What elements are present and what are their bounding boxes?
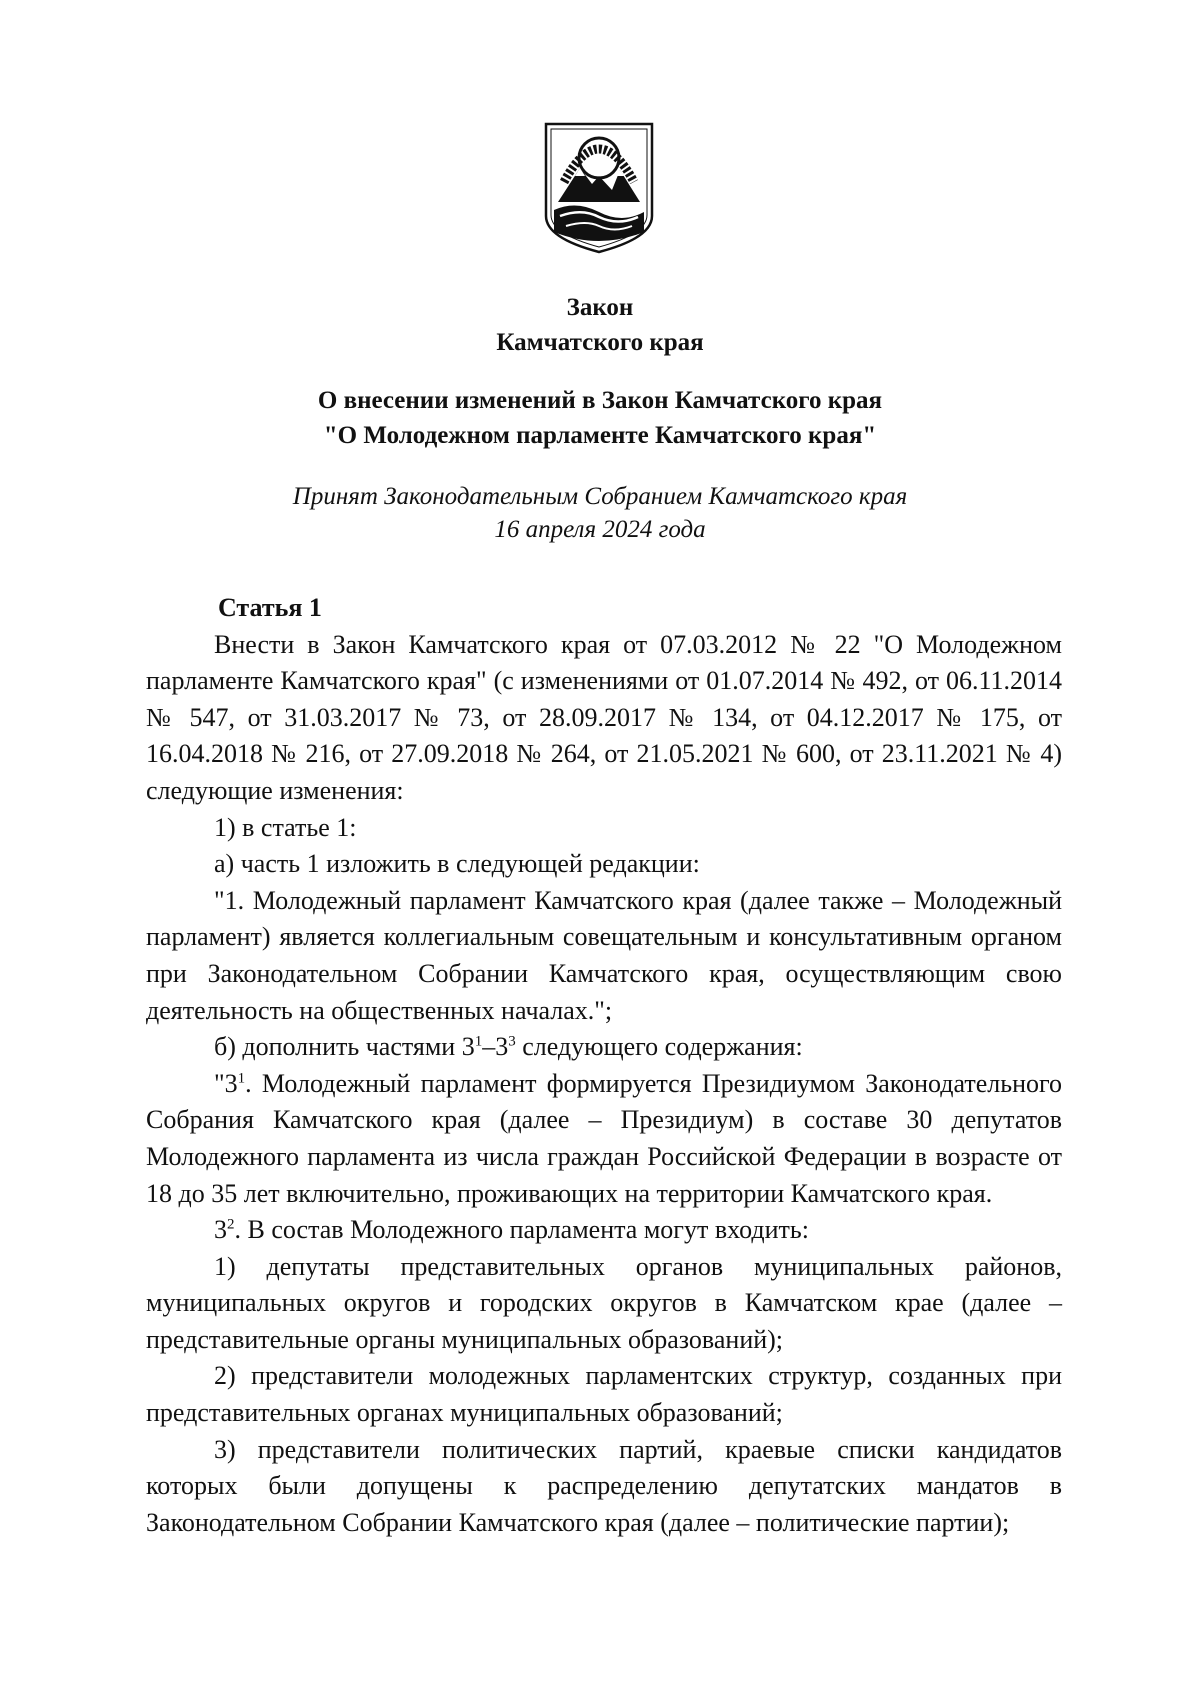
law-title-line: Камчатского края xyxy=(496,329,704,356)
law-title-line: Закон xyxy=(566,294,634,321)
text-run: б) дополнить частями 3 xyxy=(214,1032,475,1062)
text-run: –3 xyxy=(482,1032,509,1062)
coat-of-arms-icon xyxy=(542,120,656,256)
paragraph xyxy=(146,1029,1062,1066)
text-run: . Молодежный парламент формируется Президиумом Законодательного Собрания Камчатского края (далее – Президиум) в составе 30 депутатов Молодежного парламента из числа граждан Российской Федерации в возрасте от 18 до 35 лет включительно, проживающих на территории Камчатского края. xyxy=(146,1068,1062,1208)
text-run: . В состав Молодежного парламента могут входить: xyxy=(234,1215,809,1245)
law-subject xyxy=(0,383,1200,453)
adoption-note xyxy=(0,480,1200,546)
superscript: 2 xyxy=(227,1216,235,1233)
text-run: следующего содержания: xyxy=(515,1032,803,1062)
law-title xyxy=(0,290,1200,360)
document-body xyxy=(146,590,1062,1541)
adoption-date: 16 апреля 2024 года xyxy=(494,516,706,543)
text-run: 3 xyxy=(214,1215,227,1245)
article-heading: Статья 1 xyxy=(218,593,322,622)
superscript: 1 xyxy=(237,1070,246,1087)
paragraph: 1) депутаты представительных органов муниципальных районов, муниципальных округов и городских округов в Камчатском крае (далее – представительные органы муниципальных образований); xyxy=(146,1251,1062,1354)
paragraph: "1. Молодежный парламент Камчатского края (далее также – Молодежный парламент) является коллегиальным совещательным и консультативным органом при Законодательном Собрании Камчатского края, осуществляющим свою деятельность на общественных началах."; xyxy=(146,885,1062,1025)
adoption-note-line: Принят Законодательным Собранием Камчатского края xyxy=(292,483,908,510)
paragraph: Внести в Закон Камчатского края от 07.03.2012 № 22 "О Молодежном парламенте Камчатского края" (с изменениями от 01.07.2014 № 492, от 06.11.2014 № 547, от 31.03.2017 № 73, от 28.09.2017 № 134, от 04.12.2017 № 175, от 16.04.2018 № 216, от 27.09.2018 № 264, от 21.05.2021 № 600, от 23.11.2021 № 4) следующие изменения: xyxy=(146,629,1062,805)
paragraph xyxy=(146,1066,1062,1212)
text-run: "3 xyxy=(214,1068,238,1098)
paragraph xyxy=(146,1212,1062,1249)
superscript: 1 xyxy=(474,1033,483,1050)
paragraph: 1) в статье 1: xyxy=(214,812,357,842)
law-subject-line: "О Молодежном парламенте Камчатского края" xyxy=(323,422,877,449)
law-subject-line: О внесении изменений в Закон Камчатского края xyxy=(317,387,883,414)
paragraph: 2) представители молодежных парламентских структур, созданных при представительных органах муниципальных образований; xyxy=(146,1361,1062,1428)
paragraph: 3) представители политических партий, краевые списки кандидатов которых были допущены к распределению депутатских мандатов в Законодательном Собрании Камчатского края (далее – политические партии); xyxy=(146,1434,1062,1537)
paragraph: а) часть 1 изложить в следующей редакции: xyxy=(214,849,700,879)
superscript: 3 xyxy=(508,1033,516,1050)
